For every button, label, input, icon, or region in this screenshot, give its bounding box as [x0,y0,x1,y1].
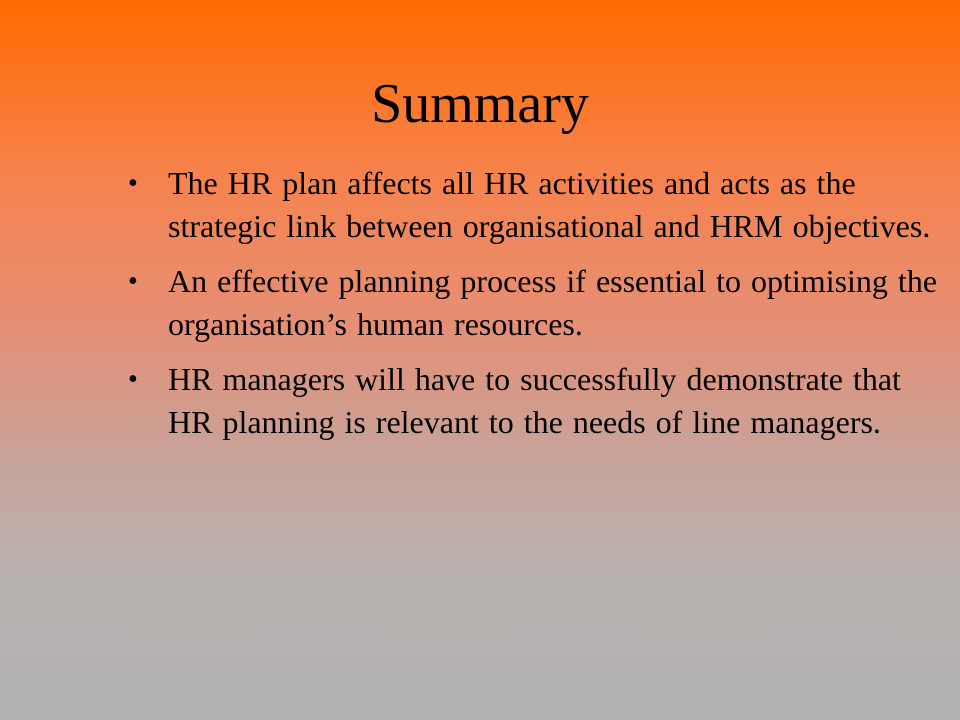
bullet-icon: • [128,168,138,199]
bullet-icon: • [128,364,138,395]
bullet-text: HR managers will have to successfully demonstrate that HR planning is relevant to the needs of line managers. [168,361,901,440]
bullet-item [128,358,938,444]
bullet-item [128,260,938,346]
bullet-item [128,162,938,248]
bullet-icon: • [128,266,138,297]
bullet-text: An effective planning process if essential to optimising the organisation’s human resources. [168,263,938,342]
slide-title: Summary [371,73,589,135]
bullet-list [128,162,938,456]
bullet-text: The HR plan affects all HR activities and acts as the strategic link between organisational and HRM objectives. [168,165,931,244]
